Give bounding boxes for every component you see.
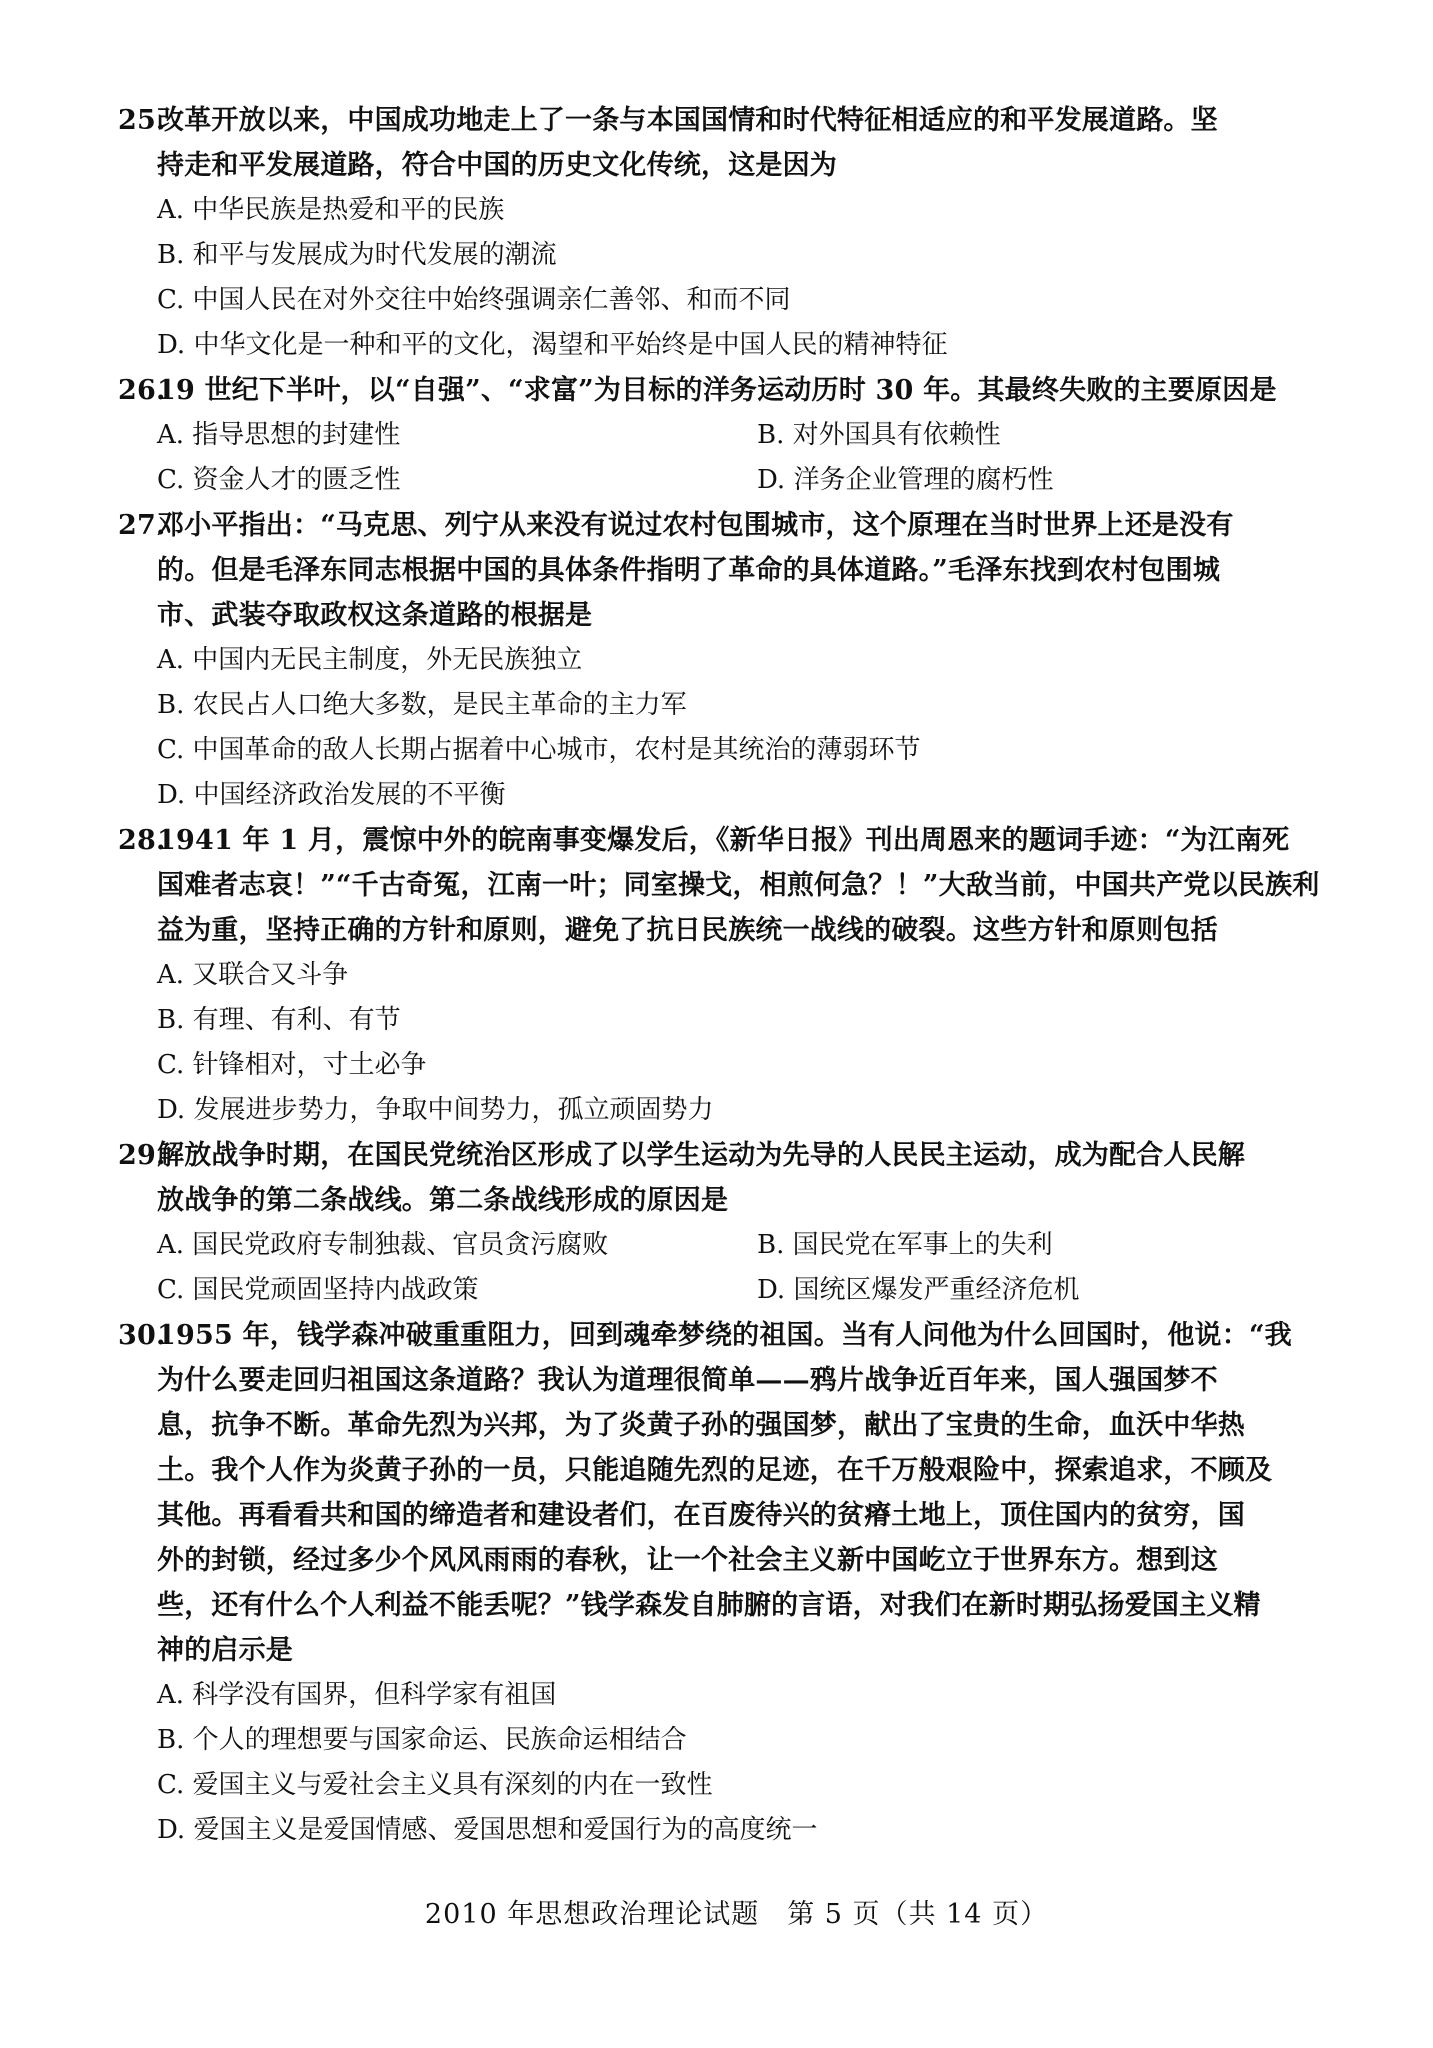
question-stem-text: 为什么要走回归祖国这条道路？我认为道理很简单——鸦片战争近百年来，国人强国梦不 [157, 1365, 1218, 1396]
question-list [0, 98, 1433, 1853]
answer-option: A. 中华民族是热爱和平的民族 [157, 195, 505, 225]
question-stem-line [0, 368, 1433, 413]
answer-option: D. 洋务企业管理的腐朽性 [757, 465, 1054, 495]
option-row [0, 278, 1433, 323]
option-row [0, 683, 1433, 728]
answer-option: C. 资金人才的匮乏性 [157, 465, 401, 495]
question-30 [0, 1313, 1433, 1853]
question-stem-continuation [0, 1358, 1433, 1403]
question-stem-line [0, 1133, 1433, 1178]
question-stem-line [0, 98, 1433, 143]
answer-option: B. 有理、有利、有节 [157, 1005, 401, 1035]
option-row [0, 1763, 1433, 1808]
option-row [0, 773, 1433, 818]
question-stem-continuation [0, 1178, 1433, 1223]
option-row [0, 638, 1433, 683]
question-stem-text: 1941 年 1 月，震惊中外的皖南事变爆发后，《新华日报》刊出周恩来的题词手迹：“为江南死 [157, 825, 1290, 856]
question-stem-continuation [0, 548, 1433, 593]
question-number: 30. [118, 1320, 166, 1351]
question-29 [0, 1133, 1433, 1313]
question-stem-line [0, 1313, 1433, 1358]
option-row [0, 188, 1433, 233]
question-number: 29. [118, 1140, 166, 1171]
option-row [0, 953, 1433, 998]
question-stem-text: 解放战争时期，在国民党统治区形成了以学生运动为先导的人民民主运动，成为配合人民解 [157, 1140, 1245, 1171]
question-number: 28. [118, 825, 166, 856]
answer-option: C. 国民党顽固坚持内战政策 [157, 1275, 479, 1305]
question-stem-text: 1955 年，钱学森冲破重重阻力，回到魂牵梦绕的祖国。当有人问他为什么回国时，他说：“我 [157, 1320, 1292, 1351]
option-row [0, 1808, 1433, 1853]
answer-option: B. 和平与发展成为时代发展的潮流 [157, 240, 557, 270]
answer-option: D. 发展进步势力，争取中间势力，孤立顽固势力 [157, 1095, 714, 1125]
option-row [0, 728, 1433, 773]
option-row [0, 1088, 1433, 1133]
answer-option: B. 个人的理想要与国家命运、民族命运相结合 [157, 1725, 687, 1755]
answer-option: B. 农民占人口绝大多数，是民主革命的主力军 [157, 690, 687, 720]
question-stem-text: 19 世纪下半叶，以“自强”、“求富”为目标的洋务运动历时 30 年。其最终失败的主要原因是 [157, 375, 1277, 406]
question-stem-text: 神的启示是 [157, 1635, 293, 1666]
question-stem-text: 持走和平发展道路，符合中国的历史文化传统，这是因为 [157, 150, 837, 181]
answer-option: A. 中国内无民主制度，外无民族独立 [157, 645, 583, 675]
question-number: 25. [118, 105, 166, 136]
question-stem-text: 土。我个人作为炎黄子孙的一员，只能追随先烈的足迹，在千万般艰险中，探索追求，不顾及 [157, 1455, 1273, 1486]
option-row [0, 1268, 1433, 1313]
question-stem-continuation [0, 908, 1433, 953]
question-stem-text: 些，还有什么个人利益不能丢呢？”钱学森发自肺腑的言语，对我们在新时期弘扬爱国主义精 [157, 1590, 1261, 1621]
option-row [0, 458, 1433, 503]
question-stem-text: 的。但是毛泽东同志根据中国的具体条件指明了革命的具体道路。”毛泽东找到农村包围城 [157, 555, 1221, 586]
question-stem-text: 益为重，坚持正确的方针和原则，避免了抗日民族统一战线的破裂。这些方针和原则包括 [157, 915, 1218, 946]
question-stem-line [0, 503, 1433, 548]
question-stem-text: 国难者志哀！”“千古奇冤，江南一叶；同室操戈，相煎何急？！”大敌当前，中国共产党以民族利 [157, 870, 1320, 901]
question-number: 27. [118, 510, 166, 541]
answer-option: C. 中国人民在对外交往中始终强调亲仁善邻、和而不同 [157, 285, 791, 315]
option-row [0, 1673, 1433, 1718]
option-row [0, 1223, 1433, 1268]
answer-option: D. 中国经济政治发展的不平衡 [157, 780, 506, 810]
question-stem-continuation [0, 1403, 1433, 1448]
answer-option: C. 针锋相对，寸土必争 [157, 1050, 427, 1080]
question-stem-continuation [0, 1493, 1433, 1538]
question-27 [0, 503, 1433, 818]
question-stem-continuation [0, 1538, 1433, 1583]
question-stem-continuation [0, 1448, 1433, 1493]
answer-option: A. 科学没有国界，但科学家有祖国 [157, 1680, 557, 1710]
question-stem-text: 市、武装夺取政权这条道路的根据是 [157, 600, 593, 631]
question-stem-continuation [0, 593, 1433, 638]
option-row [0, 1043, 1433, 1088]
question-stem-text: 外的封锁，经过多少个风风雨雨的春秋，让一个社会主义新中国屹立于世界东方。想到这 [157, 1545, 1218, 1576]
question-stem-text: 放战争的第二条战线。第二条战线形成的原因是 [157, 1185, 729, 1216]
answer-option: A. 指导思想的封建性 [157, 420, 401, 450]
option-row [0, 323, 1433, 368]
question-stem-line [0, 818, 1433, 863]
answer-option: C. 中国革命的敌人长期占据着中心城市，农村是其统治的薄弱环节 [157, 735, 921, 765]
answer-option: D. 中华文化是一种和平的文化，渴望和平始终是中国人民的精神特征 [157, 330, 948, 360]
page-footer: 2010 年思想政治理论试题 第 5 页（共 14 页） [424, 1899, 1049, 1930]
question-stem-continuation [0, 1628, 1433, 1673]
option-row [0, 233, 1433, 278]
question-stem-text: 改革开放以来，中国成功地走上了一条与本国国情和时代特征相适应的和平发展道路。坚 [157, 105, 1218, 136]
question-stem-text: 邓小平指出：“马克思、列宁从来没有说过农村包围城市，这个原理在当时世界上还是没有 [157, 510, 1234, 541]
question-stem-text: 其他。再看看共和国的缔造者和建设者们，在百废待兴的贫瘠土地上，顶住国内的贫穷，国 [157, 1500, 1245, 1531]
option-row [0, 1718, 1433, 1763]
question-stem-continuation [0, 863, 1433, 908]
option-row [0, 413, 1433, 458]
question-stem-continuation [0, 143, 1433, 188]
question-stem-text: 息，抗争不断。革命先烈为兴邦，为了炎黄子孙的强国梦，献出了宝贵的生命，血沃中华热 [157, 1410, 1245, 1441]
question-number: 26. [118, 375, 166, 406]
answer-option: A. 又联合又斗争 [157, 960, 349, 990]
question-26 [0, 368, 1433, 503]
question-stem-continuation [0, 1583, 1433, 1628]
option-row [0, 998, 1433, 1043]
answer-option: D. 爱国主义是爱国情感、爱国思想和爱国行为的高度统一 [157, 1815, 818, 1845]
question-25 [0, 98, 1433, 368]
answer-option: A. 国民党政府专制独裁、官员贪污腐败 [157, 1230, 609, 1260]
answer-option: B. 对外国具有依赖性 [757, 420, 1001, 450]
answer-option: B. 国民党在军事上的失利 [757, 1230, 1053, 1260]
question-28 [0, 818, 1433, 1133]
answer-option: D. 国统区爆发严重经济危机 [757, 1275, 1080, 1305]
answer-option: C. 爱国主义与爱社会主义具有深刻的内在一致性 [157, 1770, 713, 1800]
